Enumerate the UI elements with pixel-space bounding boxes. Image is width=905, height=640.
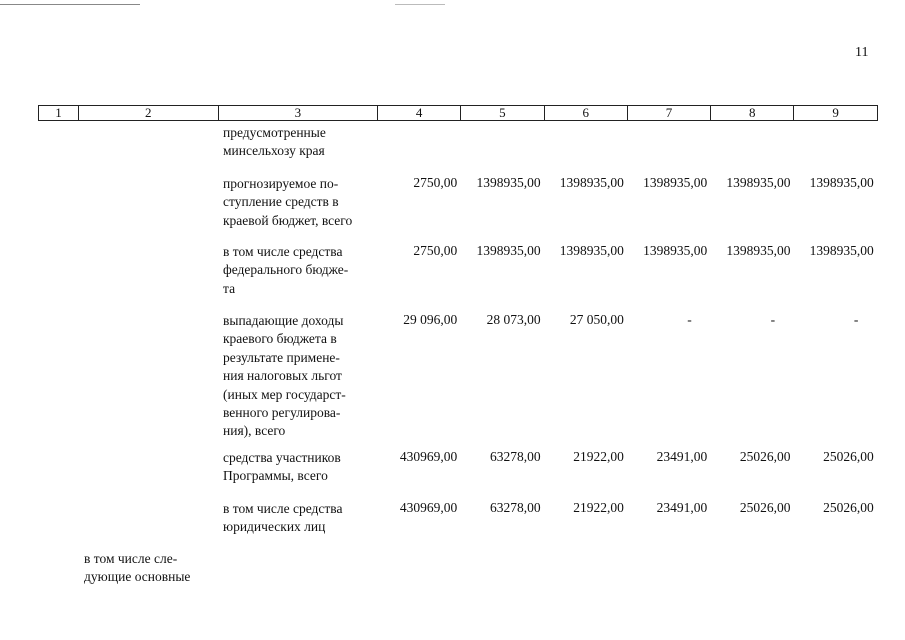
- header-col-4: 4: [378, 106, 461, 120]
- header-col-9: 9: [832, 105, 839, 120]
- value-cell: 2750,00: [413, 243, 458, 258]
- scan-artifact: [0, 4, 140, 5]
- row-label: предусмотренные минсельхозу края: [223, 125, 326, 159]
- section-label: в том числе сле- дующие основные: [84, 551, 191, 585]
- page-number: 11: [855, 45, 869, 60]
- value-cell: 27 050,00: [569, 312, 624, 327]
- row-label: прогнозируемое по- ступление средств в краевой бюджет, всего: [223, 176, 353, 228]
- value-cell: 1398935,00: [643, 175, 708, 190]
- value-cell: 63278,00: [489, 500, 541, 515]
- header-col-7: 7: [628, 106, 712, 120]
- row-label: в том числе средства федерального бюдже- та: [223, 244, 349, 296]
- value-cell: 430969,00: [399, 449, 458, 464]
- value-cell: 1398935,00: [643, 243, 708, 258]
- header-col-2: 2: [79, 106, 219, 120]
- table-row: [378, 449, 878, 465]
- value-cell: -: [770, 312, 776, 327]
- value-cell: -: [853, 312, 859, 327]
- header-col-1: 1: [39, 106, 79, 120]
- table-header: [38, 105, 878, 121]
- value-cell: 430969,00: [399, 500, 458, 515]
- value-cell: -: [687, 312, 692, 327]
- value-cell: 1398935,00: [559, 175, 624, 190]
- table-row: [378, 243, 878, 259]
- value-cell: 1398935,00: [726, 243, 791, 258]
- value-cell: 21922,00: [573, 449, 624, 464]
- table-row: [378, 175, 878, 191]
- value-cell: 29 096,00: [403, 312, 458, 327]
- row-label: выпадающие доходы краевого бюджета в результате примене- ния налоговых льгот (иных мер государст- венного регулирова- ния), всего: [223, 313, 346, 439]
- value-cell: 25026,00: [739, 449, 791, 464]
- value-cell: 1398935,00: [809, 243, 874, 258]
- scan-artifact: [395, 4, 445, 5]
- value-cell: 28 073,00: [486, 312, 541, 327]
- header-col-8: 8: [711, 106, 794, 120]
- table-row: [378, 312, 878, 328]
- row-label: в том числе средства юридических лиц: [223, 501, 343, 535]
- value-cell: 25026,00: [823, 449, 874, 464]
- header-col-6: 6: [545, 106, 628, 120]
- value-cell: 1398935,00: [726, 175, 791, 190]
- value-cell: 1398935,00: [559, 243, 624, 258]
- value-cell: 1398935,00: [476, 175, 541, 190]
- value-cell: 23491,00: [656, 500, 708, 515]
- value-cell: 1398935,00: [476, 243, 541, 258]
- table-row: [378, 500, 878, 516]
- header-col-3: 3: [219, 106, 379, 120]
- value-cell: 25026,00: [823, 500, 874, 515]
- value-cell: 2750,00: [413, 175, 458, 190]
- value-cell: 25026,00: [739, 500, 791, 515]
- value-cell: 23491,00: [656, 449, 708, 464]
- row-label: средства участников Программы, всего: [223, 450, 341, 484]
- header-col-5: 5: [461, 106, 545, 120]
- value-cell: 1398935,00: [809, 175, 874, 190]
- value-cell: 21922,00: [573, 500, 624, 515]
- value-cell: 63278,00: [489, 449, 541, 464]
